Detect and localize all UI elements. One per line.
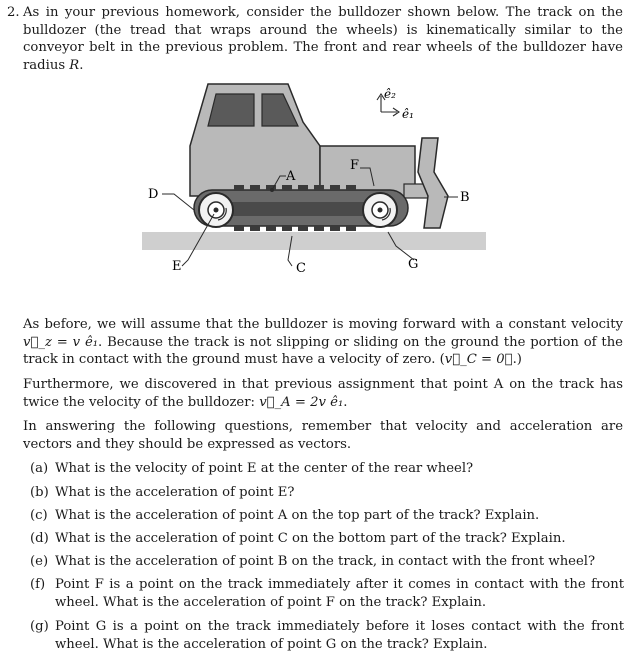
bulldozer-figure bbox=[138, 76, 498, 276]
paragraph-velocity bbox=[23, 316, 623, 369]
question-g bbox=[30, 618, 624, 653]
label-a: A bbox=[286, 169, 296, 184]
p2-text-a: Furthermore, we discovered in that previous assignment that point A on the track has twice the velocity of the bulldozer: bbox=[23, 377, 623, 410]
question-e bbox=[30, 553, 624, 571]
p1-text-b: . Because the track is not slipping or sliding on the ground the portion of the track in contact with the ground must have a velocity of zero. ( bbox=[23, 334, 623, 367]
question-c bbox=[30, 507, 624, 525]
e1-axis-arrow bbox=[381, 108, 399, 116]
question-b bbox=[30, 484, 624, 502]
p1-vc-expr: v⃗_C = 0⃗ bbox=[444, 352, 513, 367]
label-f: F bbox=[350, 158, 360, 173]
question-label: (b) bbox=[30, 485, 49, 500]
label-d: D bbox=[148, 187, 159, 202]
p2-va-expr: v⃗_A = 2v ê₁ bbox=[259, 394, 344, 410]
label-e1: ê₁ bbox=[402, 107, 414, 121]
problem-number: 2. bbox=[7, 5, 20, 20]
question-label: (f) bbox=[30, 577, 46, 592]
label-e2: ê₂ bbox=[384, 87, 396, 101]
p2-text-b: . bbox=[343, 394, 348, 410]
question-text: Point G is a point on the track immediately before it loses contact with the front wheel. What is the acceleration of point G on the track? Explain. bbox=[55, 619, 624, 652]
track-inner bbox=[228, 202, 374, 216]
label-e: E bbox=[172, 259, 182, 274]
question-text: What is the acceleration of point B on the track, in contact with the front wheel? bbox=[55, 554, 596, 569]
question-label: (a) bbox=[30, 461, 49, 476]
front-wheel-center bbox=[378, 208, 383, 213]
paragraph-instructions: In answering the following questions, remember that velocity and acceleration are vectors and they should be expressed as vectors. bbox=[23, 419, 623, 452]
question-label: (e) bbox=[30, 554, 49, 569]
question-f bbox=[30, 576, 624, 611]
paragraph-point-a bbox=[23, 376, 623, 411]
question-label: (c) bbox=[30, 508, 48, 523]
question-text: Point F is a point on the track immediately after it comes in contact with the front wheel. What is the acceleration of point F on the track? Explain. bbox=[55, 577, 624, 610]
p1-text-a: As before, we will assume that the bulldozer is moving forward with a constant velocity bbox=[23, 317, 623, 332]
label-b: B bbox=[460, 190, 470, 205]
p1-text-c: .) bbox=[512, 352, 522, 367]
label-c: C bbox=[296, 261, 306, 276]
question-text: What is the velocity of point E at the center of the rear wheel? bbox=[55, 461, 474, 476]
question-text: What is the acceleration of point E? bbox=[55, 485, 295, 500]
radius-symbol: R bbox=[69, 57, 80, 73]
rear-wheel-center bbox=[214, 208, 219, 213]
p1-velocity-expr: v⃗_z = v ê₁ bbox=[23, 334, 99, 350]
pointer-d bbox=[162, 194, 194, 210]
question-label: (g) bbox=[30, 619, 49, 634]
question-label: (d) bbox=[30, 531, 49, 546]
cab-window-rear bbox=[208, 94, 254, 126]
problem-statement bbox=[7, 4, 623, 74]
ground bbox=[142, 232, 486, 250]
question-text: What is the acceleration of point A on the top part of the track? Explain. bbox=[55, 508, 540, 523]
problem-intro bbox=[7, 4, 623, 74]
bulldozer-body bbox=[190, 84, 320, 196]
label-g: G bbox=[408, 257, 419, 272]
question-d bbox=[30, 530, 624, 548]
intro-end: . bbox=[79, 57, 84, 73]
question-text: What is the acceleration of point C on the bottom part of the track? Explain. bbox=[55, 531, 566, 546]
intro-text: As in your previous homework, consider the bulldozer shown below. The track on the bulldozer (the tread that wraps around the wheels) is kinematically similar to the conveyor belt in the previous problem. The front and rear wheels of the bulldozer have radius bbox=[23, 5, 623, 73]
question-a bbox=[30, 460, 624, 478]
blade bbox=[418, 138, 448, 228]
